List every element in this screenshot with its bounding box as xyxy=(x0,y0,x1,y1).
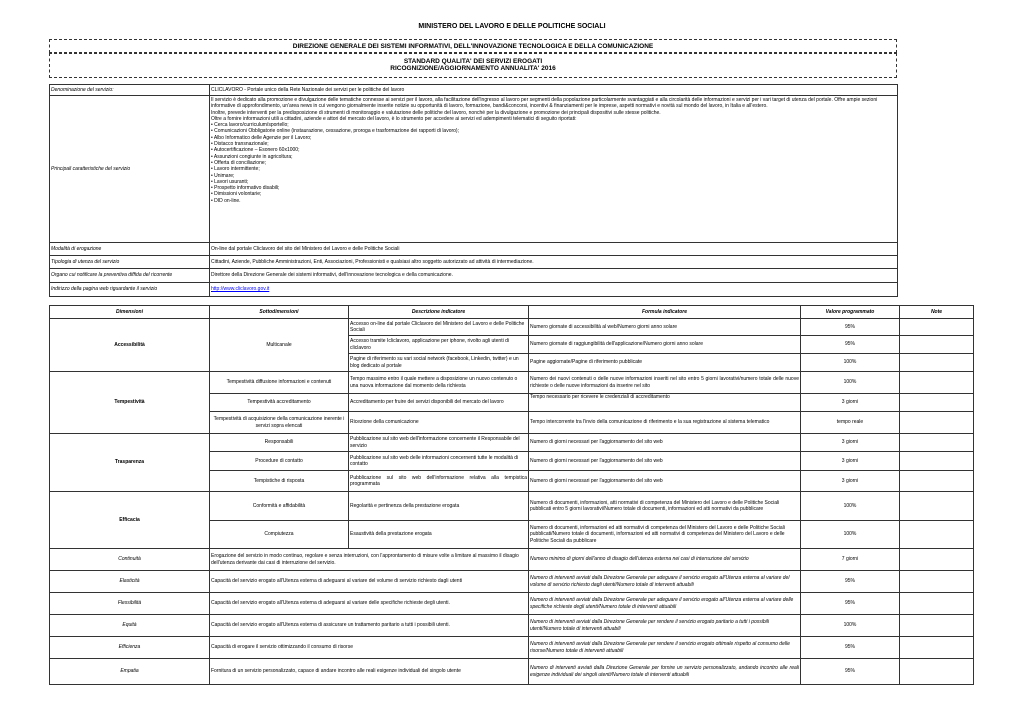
list-item: • Dimissioni volontarie; xyxy=(211,191,262,198)
service-info-table xyxy=(49,84,898,297)
formula-cell: Numero di documenti, informazioni ed atti normativi di competenza del Ministero del Lavoro e delle Politiche Sociali pubblicati/Numero totale di documenti, informazioni ed atti normativi di competenza del Ministero del Lavoro e delle Politiche Sociali da pubblicare xyxy=(529,521,801,549)
website-link[interactable]: http://www.cliclavoro.gov.it xyxy=(211,286,270,293)
list-item: • Offerta di conciliazione; xyxy=(211,159,267,166)
formula-cell: Tempo necessario per ricevere le credenziali di accreditamento xyxy=(529,394,801,412)
dimension-accessibilita: Accessibilità xyxy=(50,319,210,372)
dimension-trasparenza: Trasparenza xyxy=(50,434,210,492)
header-dimensioni: Dimensioni xyxy=(50,306,210,319)
indirizzo-label: Indirizzo della pagina web riguardante il servizio xyxy=(50,283,210,297)
caratteristiche-p1: Il servizio è dedicato alla promozione e divulgazione delle tematiche connesse ai servizi per il lavoro, alla facilitazione dell'ingresso al lavoro per segmenti della popolazione particolarmente svantaggiati e alla circolarità delle informazioni e servizi per i vari target di utenza del portale. Offre ampie sezioni informative di approfondimento, un'area news in cui vengono giornalmente inserite notizie su opportunità di lavoro, formazione, bandi&concorsi, incentivi & finanziamenti per le imprese, aspetti normativi e novità sul mondo del lavoro, in Italia e all'estero. xyxy=(211,97,878,110)
modalita-label: Modalità di erogazione xyxy=(50,243,210,256)
indicators-table xyxy=(49,305,974,685)
header-valore: Valore programmato xyxy=(801,306,900,319)
note-cell xyxy=(900,319,974,336)
desc-cell: Erogazione del servizio in modo continuo, regolare e senza interruzioni, con l'approntamento di misure volte a limitare al massimo il disagio dell'utenza derivante dai casi di interruzione del servizio. xyxy=(210,549,529,571)
standard-line1: STANDARD QUALITA' DEI SERVIZI EROGATI xyxy=(403,58,543,65)
table-row xyxy=(50,571,974,593)
table-row xyxy=(50,659,974,685)
caratteristiche-p2: Inoltre, prevede interventi per la predisposizione di strumenti di monitoraggio e valutazione delle politiche del lavoro, nonché per la divulgazione e promozione dei principali dispositivi sulle stesse politiche. xyxy=(211,109,661,116)
table-row xyxy=(50,372,974,394)
note-cell xyxy=(900,394,974,412)
desc-cell: Accesso on-line dal portale Cliclavoro del Ministero del Lavoro e delle Politiche Sociali xyxy=(349,319,529,336)
list-item: • Distacco transnazionale; xyxy=(211,141,269,148)
formula-cell: Numero di interventi avviati dalla Direzione Generale per adeguare il servizio erogato all'Utenza esterna al variare del volume di servizio richiesto dagli utenti/Numero totale di interventi attuabili xyxy=(529,571,801,593)
dimension-equita: Equità xyxy=(50,615,210,637)
note-cell xyxy=(900,412,974,434)
valore-cell: 95% xyxy=(801,571,900,593)
formula-cell: Numero di giorni necessari per l'aggiornamento del sito web xyxy=(529,434,801,452)
table-row xyxy=(50,492,974,521)
sub-cell: Compiutezza xyxy=(210,521,349,549)
valore-cell: 95% xyxy=(801,637,900,659)
desc-cell: Ricezione della comunicazione xyxy=(349,412,529,434)
tipologia-value: Cittadini, Aziende, Pubbliche Amministrazioni, Enti, Associazioni, Professionisti e qualsiasi altro soggetto autorizzato ad attività di intermediazione. xyxy=(210,256,898,269)
note-cell xyxy=(900,593,974,615)
indirizzo-cell xyxy=(210,283,898,297)
header-formula: Formula indicatore xyxy=(529,306,801,319)
formula-cell: Numero di interventi avviati dalla Direzione Generale per adeguare il servizio erogato all'Utenza esterna al variare delle specifiche richieste degli utenti/Numero totale di interventi attuabili xyxy=(529,593,801,615)
sub-cell: Procedure di contatto xyxy=(210,452,349,471)
note-cell xyxy=(900,637,974,659)
valore-cell: 3 giorni xyxy=(801,394,900,412)
valore-cell: 100% xyxy=(801,521,900,549)
valore-cell: 95% xyxy=(801,659,900,685)
formula-cell: Pagine aggiornate/Pagine di riferimento pubblicate xyxy=(529,354,801,372)
note-cell xyxy=(900,354,974,372)
table-row xyxy=(50,549,974,571)
organo-value: Direttore della Direzione Generale dei sistemi informativi, dell'innovazione tecnologica e della comunicazione. xyxy=(210,269,898,283)
sub-cell: Tempestività diffusione informazioni e contenuti xyxy=(210,372,349,394)
formula-cell: Numero di interventi avviati dalla Direzione Generale per rendere il servizio erogato paritario a tutti i possibili utenti/Numero totale di interventi attuabili xyxy=(529,615,801,637)
desc-cell: Fornitura di un servizio personalizzato, capace di andare incontro alle reali esigenze individuali del singolo utente xyxy=(210,659,529,685)
desc-cell: Accreditamento per fruire dei servizi disponibili del mercato del lavoro xyxy=(349,394,529,412)
note-cell xyxy=(900,659,974,685)
desc-cell: Capacità del servizio erogato all'Utenza esterna di adeguarsi al variare del volume di servizio richiesto dagli utenti xyxy=(210,571,529,593)
table-row xyxy=(50,434,974,452)
sub-cell: Responsabili xyxy=(210,434,349,452)
desc-cell: Pubblicazione sul sito web dell'informazione concernente il Responsabile del servizio xyxy=(349,434,529,452)
desc-cell: Pubblicazione sul sito web delle informazioni concernenti tutte le modalità di contatto xyxy=(349,452,529,471)
valore-cell: 100% xyxy=(801,615,900,637)
table-row xyxy=(50,319,974,336)
note-cell xyxy=(900,615,974,637)
note-cell xyxy=(900,452,974,471)
desc-cell: Pubblicazione sul sito web dell'informazione relativa alla tempistica programmata xyxy=(349,471,529,492)
note-cell xyxy=(900,521,974,549)
formula-cell: Numero di interventi avviati dalla Direzione Generale per fornire un servizio personalizzato, andando incontro alle reali esigenze individuali dei singoli utenti/Numero totale di interventi attuabili xyxy=(529,659,801,685)
list-item: • Comunicazioni Obbligatorie online (instaurazione, cessazione, proroga e trasformazione dei rapporti di lavoro); xyxy=(211,128,459,135)
sub-multicanale: Multicanale xyxy=(210,319,349,372)
valore-cell: 95% xyxy=(801,336,900,354)
header-descrizione: Descrizione indicatore xyxy=(349,306,529,319)
sub-cell: Tempistiche di risposta xyxy=(210,471,349,492)
list-item: • Assunzioni congiunte in agricoltura; xyxy=(211,153,293,160)
note-cell xyxy=(900,492,974,521)
list-item: • Lavoro intermittente; xyxy=(211,166,260,173)
formula-cell: Tempo intercorrente tra l'invio della comunicazione di riferimento e la sua registrazione al sistema telematico xyxy=(529,412,801,434)
list-item: • Cerca lavoro/curriculum/sportello; xyxy=(211,122,289,129)
note-cell xyxy=(900,336,974,354)
valore-cell: 7 giorni xyxy=(801,549,900,571)
desc-cell: Capacità del servizio erogato all'Utenza esterna di assicurare un trattamento paritario a tutti i possibili utenti. xyxy=(210,615,529,637)
denominazione-label: Denominazione del servizio: xyxy=(50,85,210,96)
table-row xyxy=(50,615,974,637)
valore-cell: 3 giorni xyxy=(801,471,900,492)
caratteristiche-p3: Oltre a fornire informazioni utili a cittadini, aziende e attori del mercato del lavoro, è lo strumento per accedere ai servizi ed adempimenti telematici di seguito riportati: xyxy=(211,115,577,122)
formula-cell: Numero dei nuovi contenuti o delle nuove informazioni inseriti nel sito entro 5 giorni lavorativi/numero totale delle nuove richieste o delle nuove informazioni da inserire nel sito xyxy=(529,372,801,394)
direzione-title: DIREZIONE GENERALE DEI SISTEMI INFORMATIVI, DELL'INNOVAZIONE TECNOLOGICA E DELLA COMUNICAZIONE xyxy=(49,39,897,53)
valore-cell: 95% xyxy=(801,593,900,615)
list-item: • Prospetto informativo disabili; xyxy=(211,185,280,192)
formula-cell: Numero giornate di accessibilità al web/Numero giorni anno solare xyxy=(529,319,801,336)
valore-cell: 3 giorni xyxy=(801,434,900,452)
valore-cell: 100% xyxy=(801,492,900,521)
list-item: • DID on-line. xyxy=(211,197,241,204)
denominazione-value: CLICLAVORO - Portale unico della Rete Nazionale dei servizi per le politiche del lavoro xyxy=(210,85,898,96)
desc-cell: Capacità di erogare il servizio ottimizzando il consumo di risorse xyxy=(210,637,529,659)
dimension-empatia: Empatia xyxy=(50,659,210,685)
modalita-value: On-line dal portale Cliclavoro del sito del Ministero del Lavoro e delle Politiche Sociali xyxy=(210,243,898,256)
formula-cell: Numero giornate di raggiungibilità dell'applicazione/Numero giorni anno solare xyxy=(529,336,801,354)
sub-cell: Conformità e affidabilità xyxy=(210,492,349,521)
valore-cell: 3 giorni xyxy=(801,452,900,471)
list-item: • Albo Informatico delle Agenzie per il Lavoro; xyxy=(211,134,312,141)
ministry-title: MINISTERO DEL LAVORO E DELLE POLITICHE SOCIALI xyxy=(418,23,606,30)
note-cell xyxy=(900,471,974,492)
note-cell xyxy=(900,549,974,571)
tipologia-label: Tipologia di utenza del servizio xyxy=(50,256,210,269)
dimension-flessibilita: Flessibilità xyxy=(50,593,210,615)
list-item: • Unimare; xyxy=(211,172,235,179)
note-cell xyxy=(900,434,974,452)
dimension-elasticita: Elasticità xyxy=(50,571,210,593)
desc-cell: Pagine di riferimento su vari social network (facebook, Linkedin, twitter) e un blog dedicato al portale xyxy=(349,354,529,372)
list-item: • Autocertificazione – Esonero 60x1000; xyxy=(211,147,300,154)
dimension-efficacia: Efficacia xyxy=(50,492,210,549)
valore-cell: 100% xyxy=(801,372,900,394)
sub-cell: Tempestività di acquisizione della comunicazione inerente i servizi sopra elencati xyxy=(210,412,349,434)
valore-cell: tempo reale xyxy=(801,412,900,434)
valore-cell: 95% xyxy=(801,319,900,336)
table-row xyxy=(50,637,974,659)
organo-label: Organo cui notificare la preventiva diffida del ricorrente xyxy=(50,269,210,283)
sub-cell: Tempestività accreditamento xyxy=(210,394,349,412)
dimension-tempestivita: Tempestività xyxy=(50,372,210,434)
dimension-efficienza: Efficienza xyxy=(50,637,210,659)
note-cell xyxy=(900,571,974,593)
formula-cell: Numero minimo di giorni dell'anno di disagio dell'utenza esterna nei casi di interruzione del servizio xyxy=(529,549,801,571)
desc-cell: Regolarità e pertinenza della prestazione erogata xyxy=(349,492,529,521)
desc-cell: Capacità del servizio erogato all'Utenza esterna di adeguarsi al variare delle specifiche richieste degli utenti. xyxy=(210,593,529,615)
formula-cell: Numero di documenti, informazioni, atti normativi di competenza del Ministero del Lavoro e delle Politiche Sociali pubblicati entro 5 giorni lavorativi/Numero totale di documenti, informazioni ed atti normativi da pubblicare xyxy=(529,492,801,521)
valore-cell: 100% xyxy=(801,354,900,372)
desc-cell: Tempo massimo entro il quale mettere a disposizione un nuovo contenuto o una nuova informazione dal momento della richiesta xyxy=(349,372,529,394)
note-cell xyxy=(900,372,974,394)
caratteristiche-label: Principali caratteristiche del servizio xyxy=(50,96,210,243)
table-row xyxy=(50,593,974,615)
header-sottodimensioni: Sottodimensioni xyxy=(210,306,349,319)
desc-cell: Accesso tramite Icliclavoro, applicazione per iphone, rivolto agli utenti di cliclavoro xyxy=(349,336,529,354)
formula-cell: Numero di giorni necessari per l'aggiornamento del sito web xyxy=(529,471,801,492)
header-note: Note xyxy=(900,306,974,319)
standard-line2: RICOGNIZIONE/AGGIORNAMENTO ANNUALITA' 2016 xyxy=(390,65,556,72)
standard-box xyxy=(49,53,897,78)
desc-cell: Esaustività della prestazione erogata xyxy=(349,521,529,549)
formula-cell: Numero di interventi avviati dalla Direzione Generale per rendere il servizio erogato ottimale rispetto al consumo delle risorse/Numero totale di interventi attuabili xyxy=(529,637,801,659)
formula-cell: Numero di giorni necessari per l'aggiornamento del sito web xyxy=(529,452,801,471)
dimension-continuita: Continuità xyxy=(50,549,210,571)
list-item: • Lavori usuranti; xyxy=(211,178,249,185)
caratteristiche-value xyxy=(210,96,898,243)
